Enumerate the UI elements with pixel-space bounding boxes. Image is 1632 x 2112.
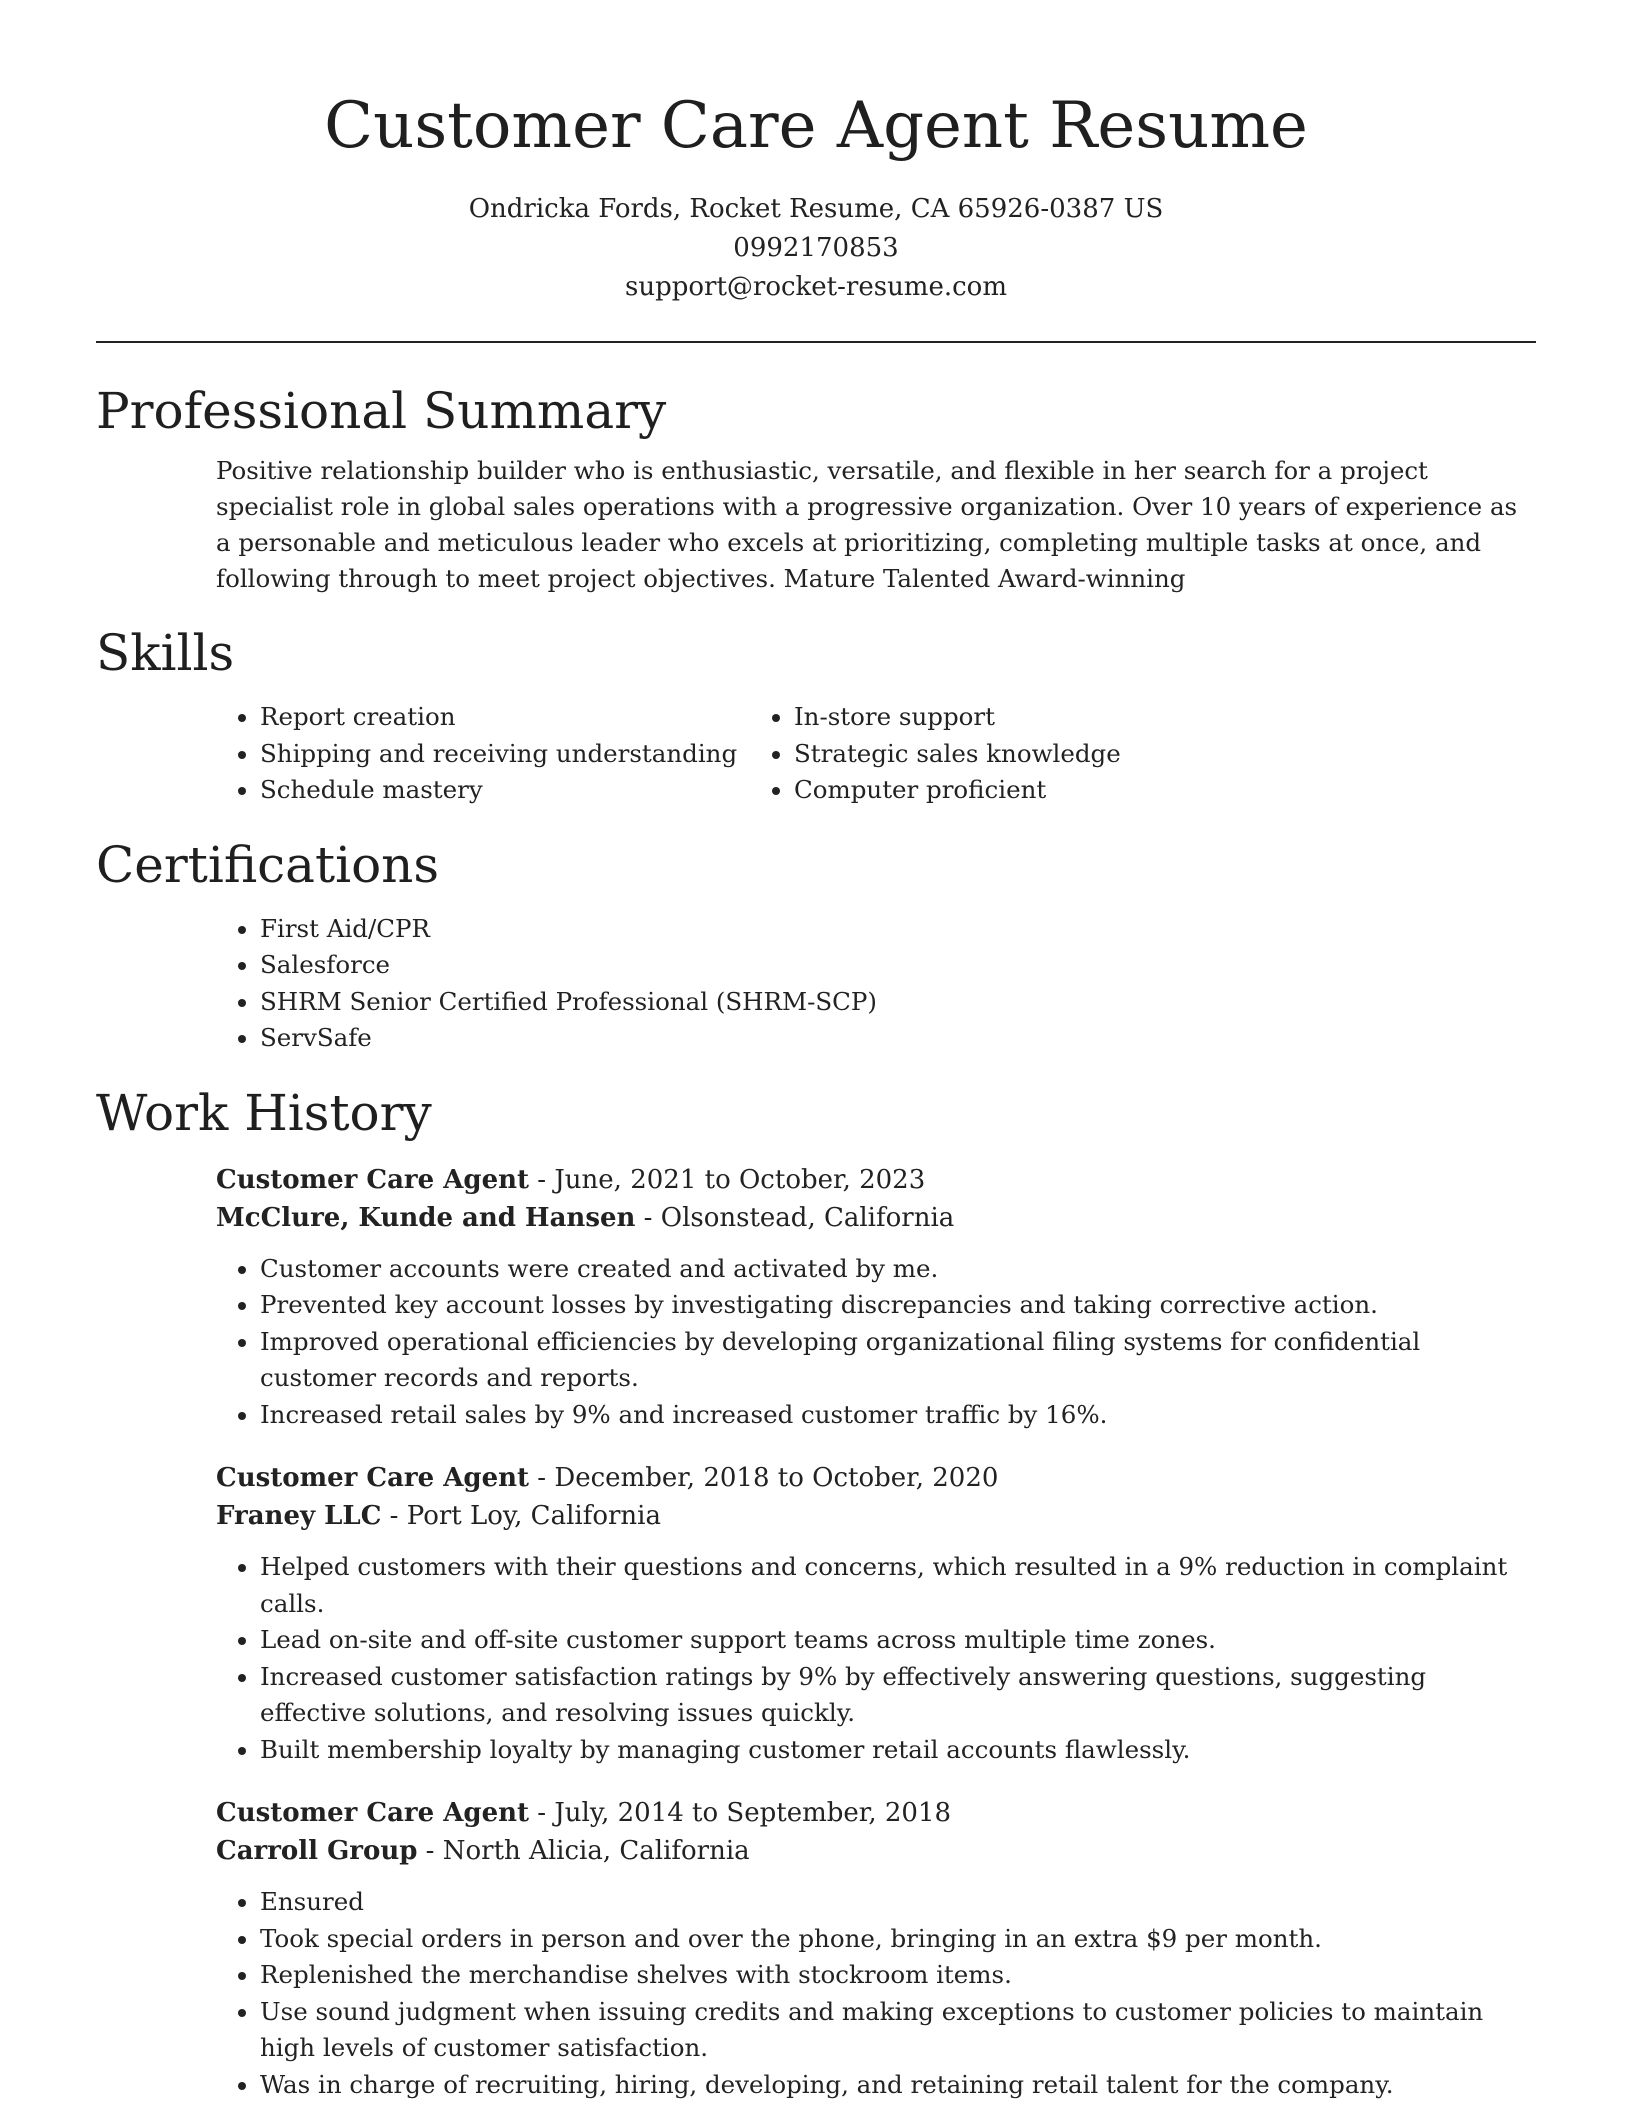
certifications-section xyxy=(96,833,1536,1057)
certification-item: • First Aid/CPR xyxy=(260,911,1536,948)
job-company-line: Carroll Group - North Alicia, California xyxy=(216,1836,750,1866)
skill-item: • Schedule mastery xyxy=(260,772,746,809)
summary-text: Positive relationship builder who is enthusiastic, versatile, and flexible in her search for a project specialist role in global sales operations with a progressive organization. Over 10 years of experience as a personable and meticulous leader who excels at prioritizing, completing multiple tasks at once, and following through to meet project objectives. Mature Talented Award-winning xyxy=(216,456,1518,593)
job-bullet: • Helped customers with their questions and concerns, which resulted in a 9% reduction in complaint calls. xyxy=(260,1549,1536,1622)
work-history-heading: Work History xyxy=(96,1083,432,1142)
job-bullet: • Lead on-site and off-site customer support teams across multiple time zones. xyxy=(260,1622,1536,1659)
job-title-line: Customer Care Agent - June, 2021 to October, 2023 xyxy=(216,1164,926,1195)
skill-item: • In-store support xyxy=(794,699,1121,736)
resume-page xyxy=(96,0,1536,2103)
job-bullet: • Was in charge of recruiting, hiring, developing, and retaining retail talent for the company. xyxy=(260,2067,1536,2104)
job-entry xyxy=(216,1161,1536,1434)
job-company-line: Franey LLC - Port Loy, California xyxy=(216,1501,661,1531)
job-title: Customer Care Agent xyxy=(216,1164,530,1195)
job-bullet: • Took special orders in person and over the phone, bringing in an extra $9 per month. xyxy=(260,1921,1536,1958)
job-title: Customer Care Agent xyxy=(216,1798,530,1828)
job-title-line: Customer Care Agent - December, 2018 to October, 2020 xyxy=(216,1463,999,1493)
certification-item: • Salesforce xyxy=(260,947,1536,984)
summary-heading: Professional Summary xyxy=(96,382,667,440)
resume-title: Customer Care Agent Resume xyxy=(324,89,1308,163)
job-entry xyxy=(216,1459,1536,1768)
header-divider xyxy=(96,341,1536,343)
contact-address: Ondricka Fords, Rocket Resume, CA 65926-0387 US xyxy=(468,194,1164,224)
job-dates: June, 2021 to October, 2023 xyxy=(554,1164,926,1195)
job-location: North Alicia, California xyxy=(442,1836,750,1866)
summary-section xyxy=(96,379,1536,597)
job-bullet: • Prevented key account losses by investigating discrepancies and taking corrective action. xyxy=(260,1287,1536,1324)
work-history-section xyxy=(96,1081,1536,2104)
certifications-heading: Certifications xyxy=(96,835,440,894)
job-bullet: • Improved operational efficiencies by developing organizational filing systems for confidential customer records and reports. xyxy=(260,1324,1536,1397)
job-title: Customer Care Agent xyxy=(216,1463,530,1493)
job-company: Franey LLC xyxy=(216,1501,382,1531)
job-location: Port Loy, California xyxy=(406,1501,661,1531)
skills-section xyxy=(96,621,1536,809)
job-bullet: • Customer accounts were created and activated by me. xyxy=(260,1251,1536,1288)
job-company-line: McClure, Kunde and Hansen - Olsonstead, California xyxy=(216,1202,955,1233)
job-title-line: Customer Care Agent - July, 2014 to September, 2018 xyxy=(216,1798,952,1828)
job-company: Carroll Group xyxy=(216,1836,418,1866)
certification-item: • SHRM Senior Certified Professional (SHRM-SCP) xyxy=(260,984,1536,1021)
job-bullet: • Increased retail sales by 9% and increased customer traffic by 16%. xyxy=(260,1397,1536,1434)
job-location: Olsonstead, California xyxy=(660,1202,955,1233)
skills-column-1 xyxy=(96,699,746,809)
contact-email: support@rocket-resume.com xyxy=(624,272,1007,302)
job-bullet: • Increased customer satisfaction ratings by 9% by effectively answering questions, suggesting effective solutions, and resolving issues quickly. xyxy=(260,1659,1536,1732)
resume-header xyxy=(96,0,1536,307)
skills-heading: Skills xyxy=(96,624,235,682)
job-entry xyxy=(216,1794,1536,2103)
certification-item: • ServSafe xyxy=(260,1020,1536,1057)
contact-phone: 0992170853 xyxy=(733,233,899,263)
job-company: McClure, Kunde and Hansen xyxy=(216,1202,636,1233)
skill-item: • Report creation xyxy=(260,699,746,736)
job-bullet: • Ensured xyxy=(260,1884,1536,1921)
skills-grid xyxy=(96,699,1536,809)
skills-column-2 xyxy=(746,699,1121,809)
job-bullet: • Built membership loyalty by managing customer retail accounts flawlessly. xyxy=(260,1732,1536,1769)
job-bullet: • Use sound judgment when issuing credits and making exceptions to customer policies to maintain high levels of customer satisfaction. xyxy=(260,1994,1536,2067)
skill-item: • Shipping and receiving understanding xyxy=(260,736,746,773)
skill-item: • Strategic sales knowledge xyxy=(794,736,1121,773)
job-dates: December, 2018 to October, 2020 xyxy=(554,1463,999,1493)
job-bullet: • Replenished the merchandise shelves with stockroom items. xyxy=(260,1957,1536,1994)
skill-item: • Computer proficient xyxy=(794,772,1121,809)
contact-info xyxy=(96,190,1536,307)
job-dates: July, 2014 to September, 2018 xyxy=(554,1798,952,1828)
